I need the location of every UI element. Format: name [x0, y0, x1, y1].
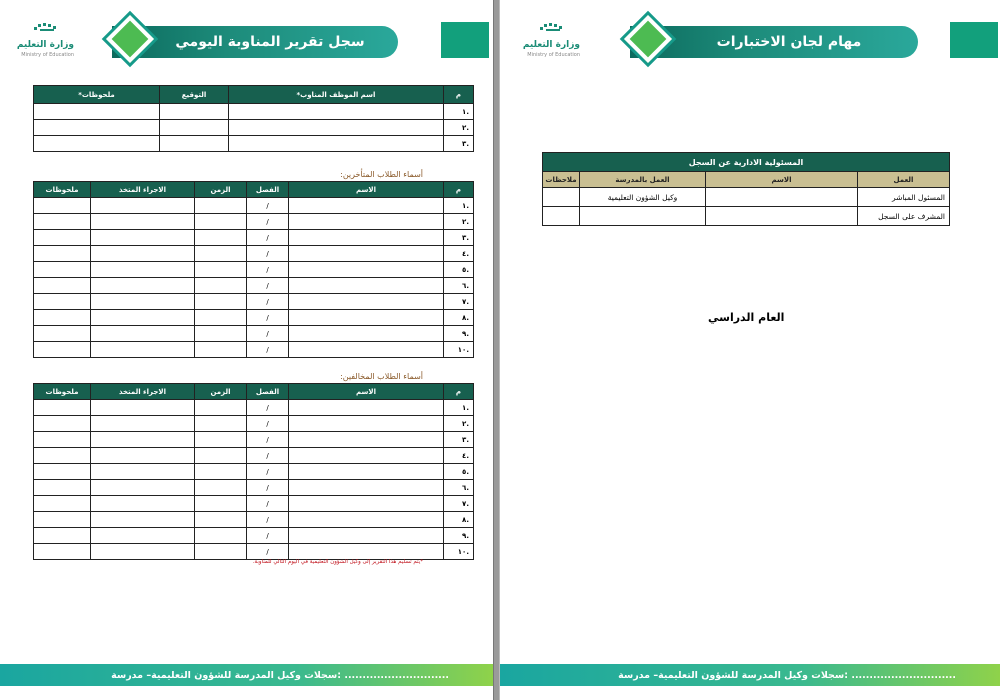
- corner-block: [441, 22, 489, 58]
- school-work-cell: وكيل الشؤون التعليمية: [580, 188, 706, 207]
- table-row: [34, 544, 474, 560]
- table-row: [34, 496, 474, 512]
- table-cell[interactable]: [289, 262, 444, 278]
- table-cell[interactable]: [34, 262, 91, 278]
- table-cell[interactable]: [91, 544, 195, 560]
- table-cell[interactable]: [160, 136, 229, 152]
- table-cell[interactable]: [195, 416, 247, 432]
- column-header: ملحوظات: [34, 384, 91, 400]
- table-cell[interactable]: [34, 294, 91, 310]
- column-header: التوقيع: [160, 86, 229, 104]
- name-cell[interactable]: [706, 188, 858, 207]
- page-title: مهام لجان الاختبارات: [716, 34, 862, 50]
- table-cell[interactable]: [91, 480, 195, 496]
- table-cell[interactable]: [195, 464, 247, 480]
- table-cell[interactable]: [289, 342, 444, 358]
- class-cell[interactable]: /: [247, 400, 289, 416]
- work-cell: المشرف على السجل: [858, 207, 950, 226]
- logo-english-text: Ministry of Education: [527, 52, 580, 58]
- table-cell[interactable]: [91, 230, 195, 246]
- table-cell[interactable]: [195, 214, 247, 230]
- ministry-logo: [516, 22, 586, 62]
- table-cell[interactable]: [91, 496, 195, 512]
- responsibility-table: [542, 152, 950, 226]
- table-cell[interactable]: [195, 278, 247, 294]
- row-number: .٢: [444, 214, 474, 230]
- table-cell[interactable]: [34, 464, 91, 480]
- table-cell[interactable]: [34, 246, 91, 262]
- table-row: [34, 480, 474, 496]
- table-cell[interactable]: [289, 480, 444, 496]
- table-cell[interactable]: [91, 262, 195, 278]
- column-header: العمل بالمدرسة: [580, 172, 706, 188]
- table-row: [34, 432, 474, 448]
- table-cell[interactable]: [289, 544, 444, 560]
- class-cell[interactable]: /: [247, 310, 289, 326]
- row-number: .٣: [444, 136, 474, 152]
- table-cell[interactable]: [195, 262, 247, 278]
- table-cell[interactable]: [289, 278, 444, 294]
- footer-text: سجلات وكيل المدرسة للشؤون التعليمية– مدرسة: .............................: [111, 669, 449, 681]
- column-header: الزمن: [195, 384, 247, 400]
- footer-bar: [0, 664, 493, 686]
- table-cell[interactable]: [34, 400, 91, 416]
- table-cell[interactable]: [195, 342, 247, 358]
- table-cell[interactable]: [91, 246, 195, 262]
- table-cell[interactable]: [34, 528, 91, 544]
- column-header: الزمن: [195, 182, 247, 198]
- table-cell[interactable]: [289, 230, 444, 246]
- table-cell[interactable]: [34, 496, 91, 512]
- table-cell[interactable]: [34, 120, 160, 136]
- academic-year-label: العام الدراسي: [708, 311, 785, 324]
- table-row: [34, 214, 474, 230]
- table-cell[interactable]: [160, 104, 229, 120]
- table-cell[interactable]: [91, 512, 195, 528]
- table-cell[interactable]: [91, 448, 195, 464]
- row-number: .٤: [444, 448, 474, 464]
- table-cell[interactable]: [34, 512, 91, 528]
- table-cell[interactable]: [289, 432, 444, 448]
- table-row: [543, 188, 950, 207]
- column-header: م: [444, 86, 474, 104]
- table-cell[interactable]: [34, 544, 91, 560]
- table-cell[interactable]: [289, 326, 444, 342]
- footer-bar: [500, 664, 1000, 686]
- column-header: الاسم: [706, 172, 858, 188]
- table-cell[interactable]: [195, 480, 247, 496]
- row-number: .١٠: [444, 544, 474, 560]
- table-row: [34, 326, 474, 342]
- class-cell[interactable]: /: [247, 448, 289, 464]
- table-cell[interactable]: [289, 464, 444, 480]
- table-cell[interactable]: [91, 278, 195, 294]
- table-row: [34, 400, 474, 416]
- table-cell[interactable]: [195, 448, 247, 464]
- row-number: .٦: [444, 480, 474, 496]
- class-cell[interactable]: /: [247, 246, 289, 262]
- class-cell[interactable]: /: [247, 416, 289, 432]
- table-row: [34, 104, 474, 120]
- logo-mark-icon: [516, 22, 586, 40]
- class-cell[interactable]: /: [247, 512, 289, 528]
- table-cell[interactable]: [289, 214, 444, 230]
- table-cell[interactable]: [195, 310, 247, 326]
- table-cell[interactable]: [229, 136, 444, 152]
- row-number: .٨: [444, 512, 474, 528]
- table-cell[interactable]: [91, 198, 195, 214]
- table-cell[interactable]: [195, 496, 247, 512]
- logo-arabic-text: وزارة التعليم: [16, 40, 74, 50]
- table-row: [34, 512, 474, 528]
- table-cell[interactable]: [229, 104, 444, 120]
- column-header: الاجراء المتخذ: [91, 182, 195, 198]
- table-cell[interactable]: [289, 512, 444, 528]
- class-cell[interactable]: /: [247, 262, 289, 278]
- table-row: [34, 246, 474, 262]
- table-cell[interactable]: [91, 326, 195, 342]
- row-number: .٧: [444, 496, 474, 512]
- class-cell[interactable]: /: [247, 496, 289, 512]
- row-number: .٩: [444, 326, 474, 342]
- left-page: [0, 0, 493, 700]
- row-number: .٣: [444, 432, 474, 448]
- table-cell[interactable]: [289, 496, 444, 512]
- row-number: .١٠: [444, 342, 474, 358]
- table-cell[interactable]: [34, 342, 91, 358]
- table-cell[interactable]: [289, 246, 444, 262]
- table-cell[interactable]: [91, 294, 195, 310]
- name-cell[interactable]: [706, 207, 858, 226]
- table-cell[interactable]: [34, 136, 160, 152]
- table-row: [34, 262, 474, 278]
- table-cell[interactable]: [195, 326, 247, 342]
- column-header: ملاحظات: [543, 172, 580, 188]
- logo-mark-icon: [10, 22, 80, 40]
- table-cell[interactable]: [34, 432, 91, 448]
- row-number: .٢: [444, 416, 474, 432]
- class-cell[interactable]: /: [247, 342, 289, 358]
- column-header: الاجراء المتخذ: [91, 384, 195, 400]
- table-cell[interactable]: [289, 310, 444, 326]
- row-number: .٧: [444, 294, 474, 310]
- violators-caption: أسماء الطلاب المخالفين:: [340, 372, 423, 381]
- class-cell[interactable]: /: [247, 214, 289, 230]
- column-header: العمل: [858, 172, 950, 188]
- footer-text: سجلات وكيل المدرسة للشؤون التعليمية– مدرسة: .............................: [618, 669, 956, 681]
- page-divider: [493, 0, 500, 700]
- table-cell[interactable]: [34, 198, 91, 214]
- violating-students-table: [33, 383, 474, 560]
- column-header: الفصل: [247, 182, 289, 198]
- corner-block: [950, 22, 998, 58]
- table-row: [34, 448, 474, 464]
- table-cell[interactable]: [195, 230, 247, 246]
- table-cell[interactable]: [91, 342, 195, 358]
- table-cell[interactable]: [289, 294, 444, 310]
- submission-note: *يتم تسليم هذا التقرير إلى وكيل الشؤون التعليمية في اليوم التالي للمناوبة.: [252, 559, 423, 565]
- page-title-banner: [630, 26, 918, 58]
- table-cell[interactable]: [289, 416, 444, 432]
- late-students-table: [33, 181, 474, 358]
- table-row: [34, 278, 474, 294]
- notes-cell[interactable]: [543, 188, 580, 207]
- table-cell[interactable]: [34, 480, 91, 496]
- table-cell[interactable]: [289, 400, 444, 416]
- class-cell[interactable]: /: [247, 544, 289, 560]
- table-row: [34, 294, 474, 310]
- table-cell[interactable]: [91, 528, 195, 544]
- table-cell[interactable]: [289, 448, 444, 464]
- school-work-cell: [580, 207, 706, 226]
- table-cell[interactable]: [34, 278, 91, 294]
- table-cell[interactable]: [34, 448, 91, 464]
- table-row: [34, 528, 474, 544]
- right-page: [500, 0, 1000, 700]
- table-row: [34, 136, 474, 152]
- class-cell[interactable]: /: [247, 198, 289, 214]
- row-number: .٨: [444, 310, 474, 326]
- class-cell[interactable]: /: [247, 480, 289, 496]
- table-cell[interactable]: [91, 432, 195, 448]
- row-number: .٥: [444, 464, 474, 480]
- class-cell[interactable]: /: [247, 528, 289, 544]
- row-number: .٣: [444, 230, 474, 246]
- notes-cell[interactable]: [543, 207, 580, 226]
- ministry-logo: [10, 22, 80, 62]
- table-row: [34, 416, 474, 432]
- table-cell[interactable]: [289, 528, 444, 544]
- table-cell[interactable]: [195, 400, 247, 416]
- row-number: .٢: [444, 120, 474, 136]
- column-header: ملحوظات: [34, 182, 91, 198]
- logo-arabic-text: وزارة التعليم: [522, 40, 580, 50]
- row-number: .٤: [444, 246, 474, 262]
- table-cell[interactable]: [91, 400, 195, 416]
- late-students-caption: أسماء الطلاب المتأخرين:: [340, 170, 423, 179]
- row-number: .١: [444, 198, 474, 214]
- table-cell[interactable]: [195, 246, 247, 262]
- class-cell[interactable]: /: [247, 432, 289, 448]
- table-cell[interactable]: [34, 104, 160, 120]
- table-row: [543, 207, 950, 226]
- table-cell[interactable]: [91, 214, 195, 230]
- column-header: الفصل: [247, 384, 289, 400]
- table-cell[interactable]: [160, 120, 229, 136]
- row-number: .١: [444, 104, 474, 120]
- column-header: اسم الموظف المناوب*: [229, 86, 444, 104]
- page-title: سجل تقرير المناوبة اليومي: [175, 34, 365, 50]
- row-number: .٩: [444, 528, 474, 544]
- row-number: .١: [444, 400, 474, 416]
- column-header: الاسم: [289, 182, 444, 198]
- table-cell[interactable]: [195, 544, 247, 560]
- table-row: [34, 120, 474, 136]
- row-number: .٥: [444, 262, 474, 278]
- page-title-banner: [112, 26, 398, 58]
- table-cell[interactable]: [195, 528, 247, 544]
- table-cell[interactable]: [91, 310, 195, 326]
- logo-english-text: Ministry of Education: [21, 52, 74, 58]
- table-cell[interactable]: [34, 230, 91, 246]
- table-row: [34, 310, 474, 326]
- class-cell[interactable]: /: [247, 230, 289, 246]
- table-row: [34, 342, 474, 358]
- column-header: ملحوظات*: [34, 86, 160, 104]
- table-row: [34, 230, 474, 246]
- table-row: [34, 464, 474, 480]
- table-cell[interactable]: [91, 416, 195, 432]
- table-title: المسئولية الادارية عن السجل: [543, 153, 950, 172]
- table-cell[interactable]: [34, 310, 91, 326]
- table-cell[interactable]: [195, 432, 247, 448]
- table-cell[interactable]: [195, 294, 247, 310]
- table-cell[interactable]: [91, 464, 195, 480]
- table-cell[interactable]: [229, 120, 444, 136]
- class-cell[interactable]: /: [247, 278, 289, 294]
- class-cell[interactable]: /: [247, 326, 289, 342]
- table-row: [34, 198, 474, 214]
- work-cell: المسئول المباشر: [858, 188, 950, 207]
- class-cell[interactable]: /: [247, 464, 289, 480]
- column-header: م: [444, 384, 474, 400]
- column-header: م: [444, 182, 474, 198]
- table-cell[interactable]: [34, 326, 91, 342]
- duty-staff-table: [33, 85, 474, 152]
- row-number: .٦: [444, 278, 474, 294]
- table-cell[interactable]: [34, 214, 91, 230]
- class-cell[interactable]: /: [247, 294, 289, 310]
- table-cell[interactable]: [289, 198, 444, 214]
- table-cell[interactable]: [195, 198, 247, 214]
- table-cell[interactable]: [195, 512, 247, 528]
- table-cell[interactable]: [34, 416, 91, 432]
- column-header: الاسم: [289, 384, 444, 400]
